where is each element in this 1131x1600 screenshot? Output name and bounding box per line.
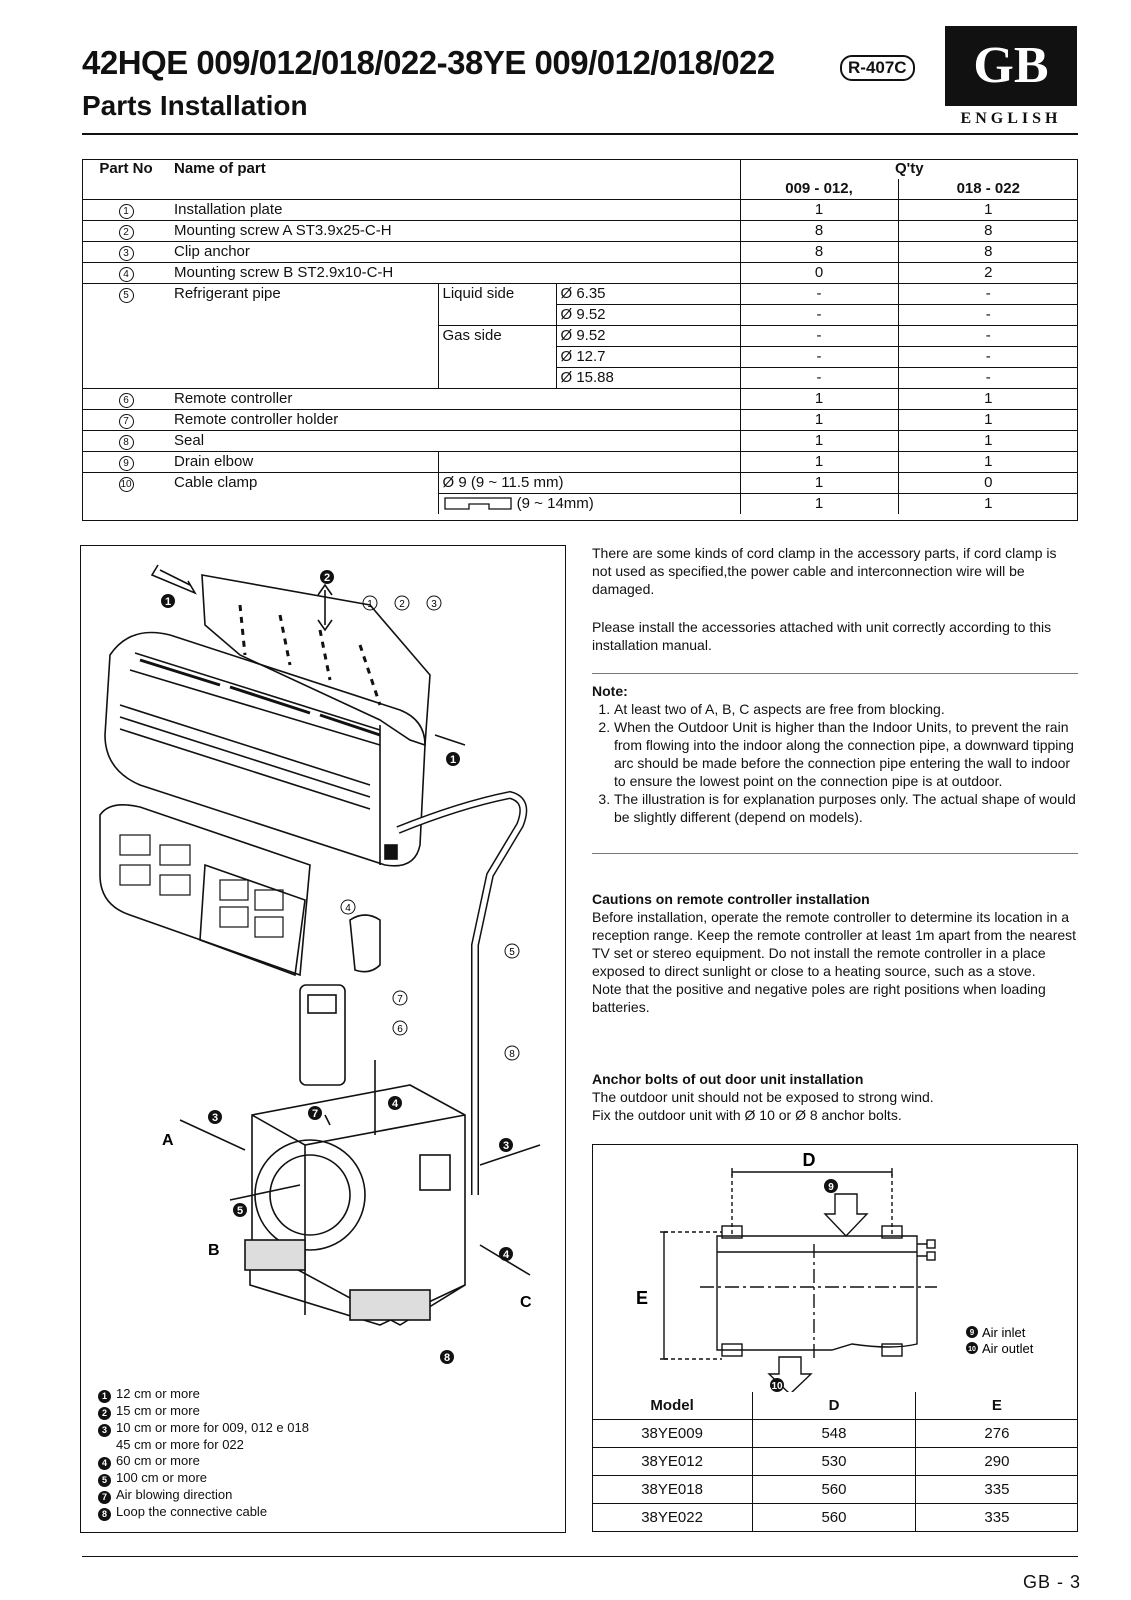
- legend-item: 3 10 cm or more for 009, 012 e 018: [98, 1420, 309, 1437]
- pipe-side: Gas side: [438, 326, 556, 347]
- table-row: [82, 263, 1078, 284]
- air-inlet-label: Air inlet: [982, 1325, 1026, 1340]
- anchor-diagram: [592, 1144, 1076, 1392]
- callout-5: 5: [236, 1205, 244, 1217]
- air-inlet-marker: 9: [828, 1182, 834, 1193]
- accessories-paragraph: Please install the accessories attached with unit correctly according to this installation manual.: [592, 619, 1052, 653]
- pipe-size: Ø 12.7: [556, 347, 740, 368]
- installation-illustration: [80, 545, 564, 1385]
- note-item: 3. The illustration is for explanation purposes only. The actual shape of would be slightly different (depend on models).: [614, 790, 1078, 826]
- part-number: 8: [119, 435, 134, 450]
- svg-text:1: 1: [367, 599, 373, 610]
- side-a-label: A: [162, 1132, 174, 1149]
- model-cell: 38YE022: [592, 1504, 753, 1532]
- remote-cautions-block: [592, 890, 1078, 1016]
- qty-value: -: [740, 284, 898, 305]
- legend-item: 8 Loop the connective cable: [98, 1504, 309, 1521]
- remote-cautions-text: Before installation, operate the remote controller to determine its location in a reception range. Keep the remote controller at least 1m apart from the nearest TV set or stereo equipment. Do not install the remote controller in a place exposed to direct sunlight or close to a heating source, such as a stove.: [592, 909, 1077, 979]
- svg-text:8: 8: [509, 1049, 515, 1060]
- qty-value: 1: [898, 389, 1078, 410]
- qty-value: 1: [898, 200, 1078, 221]
- model-cell: 38YE009: [592, 1420, 753, 1448]
- part-number: 2: [119, 225, 134, 240]
- callout-2: 2: [323, 572, 331, 584]
- part-name: Installation plate: [170, 200, 740, 221]
- figure-legend: [98, 1386, 309, 1521]
- model-cell: 38YE018: [592, 1476, 753, 1504]
- callout-4: 4: [391, 1098, 399, 1110]
- table-row: [82, 452, 1078, 473]
- pipe-size: Ø 9.52: [556, 326, 740, 347]
- d-cell: 530: [753, 1448, 916, 1476]
- svg-text:2: 2: [399, 599, 405, 610]
- e-cell: 335: [915, 1504, 1078, 1532]
- qty-value: 1: [740, 473, 898, 494]
- callout-3: 3: [211, 1112, 219, 1124]
- svg-text:4: 4: [345, 903, 351, 914]
- document-title: 42HQE 009/012/018/022-38YE 009/012/018/022: [82, 44, 775, 81]
- header-name: Name of part: [170, 159, 740, 179]
- qty-value: 8: [898, 242, 1078, 263]
- qty-value: -: [740, 305, 898, 326]
- dim-header-model: Model: [650, 1397, 694, 1414]
- table-row: [82, 410, 1078, 431]
- part-name: Remote controller: [170, 389, 740, 410]
- table-row: [82, 368, 1078, 389]
- legend-item: 2 15 cm or more: [98, 1403, 309, 1420]
- parts-table: [82, 159, 1078, 514]
- pipe-size: Ø 9.52: [556, 305, 740, 326]
- qty-value: -: [898, 347, 1078, 368]
- qty-value: 0: [898, 473, 1078, 494]
- anchor-bolts-text-1: The outdoor unit should not be exposed to strong wind.: [592, 1089, 934, 1105]
- svg-text:6: 6: [397, 1024, 403, 1035]
- page-number: GB - 3: [1022, 1572, 1081, 1592]
- part-number: 7: [119, 414, 134, 429]
- language-name: ENGLISH: [960, 110, 1062, 127]
- qty-value: 0: [740, 263, 898, 284]
- part-number: 1: [119, 204, 134, 219]
- side-b-label: B: [208, 1242, 220, 1259]
- qty-value: 1: [740, 494, 898, 515]
- table-row: [592, 1448, 1078, 1476]
- qty-value: 8: [740, 242, 898, 263]
- qty-value: 1: [898, 431, 1078, 452]
- legend-inlet-marker: 9: [969, 1328, 975, 1337]
- side-c-label: C: [520, 1294, 532, 1311]
- footer-rule: [82, 1556, 1078, 1557]
- air-outlet-label: Air outlet: [982, 1341, 1034, 1356]
- header-part-no: Part No: [99, 160, 153, 177]
- qty-value: 1: [740, 431, 898, 452]
- svg-text:3: 3: [431, 599, 437, 610]
- legend-item: 5 100 cm or more: [98, 1470, 309, 1487]
- qty-value: 8: [898, 221, 1078, 242]
- pipe-size: Ø 15.88: [556, 368, 740, 389]
- part-name: Clip anchor: [170, 242, 740, 263]
- header-qty-col1: 009 - 012,: [740, 179, 898, 200]
- part-number: 3: [119, 246, 134, 261]
- part-number: 9: [119, 456, 134, 471]
- part-name: Drain elbow: [170, 452, 438, 473]
- qty-value: -: [898, 368, 1078, 389]
- qty-value: 1: [740, 452, 898, 473]
- divider: [592, 673, 1078, 674]
- anchor-bolts-title: Anchor bolts of out door unit installation: [592, 1071, 864, 1087]
- dimension-e-label: E: [635, 1288, 649, 1308]
- e-cell: 276: [915, 1420, 1078, 1448]
- legend-item: 1 12 cm or more: [98, 1386, 309, 1403]
- table-row: [592, 1420, 1078, 1448]
- table-row: [82, 389, 1078, 410]
- part-name: Remote controller holder: [170, 410, 740, 431]
- divider: [592, 853, 1078, 854]
- part-number: 6: [119, 393, 134, 408]
- qty-value: 2: [898, 263, 1078, 284]
- legend-item: 7 Air blowing direction: [98, 1487, 309, 1504]
- qty-value: -: [740, 368, 898, 389]
- table-row: [82, 326, 1078, 347]
- note-item: 1. At least two of A, B, C aspects are free from blocking.: [614, 700, 1078, 718]
- anchor-bolts-text-2: Fix the outdoor unit with Ø 10 or Ø 8 anchor bolts.: [592, 1107, 902, 1123]
- callout-7: 7: [311, 1108, 319, 1120]
- header-qty: Q'ty: [894, 160, 924, 177]
- qty-value: 1: [898, 452, 1078, 473]
- qty-value: 1: [740, 200, 898, 221]
- table-row: [82, 200, 1078, 221]
- qty-value: 1: [898, 410, 1078, 431]
- part-number: 5: [119, 288, 134, 303]
- qty-value: 1: [740, 389, 898, 410]
- qty-value: 1: [984, 495, 993, 512]
- table-row: [592, 1504, 1078, 1532]
- table-row: [82, 494, 1078, 515]
- callout-8: 8: [443, 1352, 451, 1364]
- dim-header-d: D: [753, 1392, 916, 1420]
- d-cell: 560: [753, 1476, 916, 1504]
- remote-cautions-title: Cautions on remote controller installation: [592, 891, 870, 907]
- table-row: [82, 284, 1078, 305]
- d-cell: 548: [753, 1420, 916, 1448]
- dimensions-table: [592, 1392, 1078, 1531]
- table-row: [82, 242, 1078, 263]
- clamp-size: Ø 9 (9 ~ 11.5 mm): [438, 473, 740, 494]
- d-cell: 560: [753, 1504, 916, 1532]
- e-cell: 290: [915, 1448, 1078, 1476]
- part-name: Mounting screw B ST2.9x10-C-H: [170, 263, 740, 284]
- anchor-bolts-block: [592, 1070, 1078, 1124]
- part-name: Cable clamp: [174, 474, 258, 491]
- qty-value: 8: [740, 221, 898, 242]
- qty-value: -: [740, 347, 898, 368]
- part-name: Refrigerant pipe: [174, 285, 281, 302]
- header-rule: [82, 133, 1078, 135]
- header-qty-col2: 018 - 022: [898, 179, 1078, 200]
- language-badge: GB: [945, 26, 1077, 106]
- clamp-shape-icon: [443, 495, 513, 511]
- legend-item: 45 cm or more for 022: [116, 1437, 244, 1452]
- part-number: 4: [119, 267, 134, 282]
- pipe-size: Ø 6.35: [556, 284, 740, 305]
- dim-header-e: E: [915, 1392, 1078, 1420]
- table-row: [592, 1476, 1078, 1504]
- callout-1b: 1: [449, 754, 457, 766]
- qty-value: -: [740, 326, 898, 347]
- dimension-d-label: D: [802, 1150, 816, 1170]
- part-name: Mounting screw A ST3.9x25-C-H: [170, 221, 740, 242]
- qty-value: -: [898, 326, 1078, 347]
- section-title: Parts Installation: [82, 90, 308, 121]
- notes-block: [592, 682, 1078, 826]
- legend-item: 4 60 cm or more: [98, 1453, 309, 1470]
- model-cell: 38YE012: [592, 1448, 753, 1476]
- svg-text:7: 7: [397, 994, 403, 1005]
- qty-value: -: [898, 284, 1078, 305]
- pipe-side: Liquid side: [438, 284, 556, 305]
- table-row: [82, 221, 1078, 242]
- e-cell: 335: [915, 1476, 1078, 1504]
- callout-4b: 4: [502, 1249, 510, 1261]
- svg-text:5: 5: [509, 947, 515, 958]
- callout-1: 1: [164, 596, 172, 608]
- refrigerant-badge: R-407C: [840, 55, 915, 81]
- table-row: [82, 305, 1078, 326]
- part-number: 10: [120, 479, 132, 490]
- remote-cautions-text-2: Note that the positive and negative poles are right positions when loading batteries.: [592, 981, 1046, 1015]
- table-row: [82, 473, 1078, 494]
- qty-value: 1: [740, 410, 898, 431]
- table-row: [82, 347, 1078, 368]
- table-row: [82, 431, 1078, 452]
- callout-3b: 3: [502, 1140, 510, 1152]
- clamp-size: (9 ~ 14mm): [516, 495, 594, 512]
- air-outlet-marker: 10: [771, 1381, 783, 1392]
- note-item: 2. When the Outdoor Unit is higher than the Indoor Units, to prevent the rain from flowing into the indoor along the connection pipe, a downward tipping arc should be made before the connection pipe entering the wall to indoor to ensure the lowest point on the connection pipe is at outdoor.: [614, 718, 1078, 790]
- notes-title: Note:: [592, 683, 628, 699]
- legend-outlet-marker: 10: [968, 1346, 976, 1353]
- cord-clamp-paragraph: There are some kinds of cord clamp in the accessory parts, if cord clamp is not used as specified,the power cable and interconnection wire will be damaged.: [592, 545, 1057, 597]
- qty-value: -: [898, 305, 1078, 326]
- part-name: Seal: [170, 431, 740, 452]
